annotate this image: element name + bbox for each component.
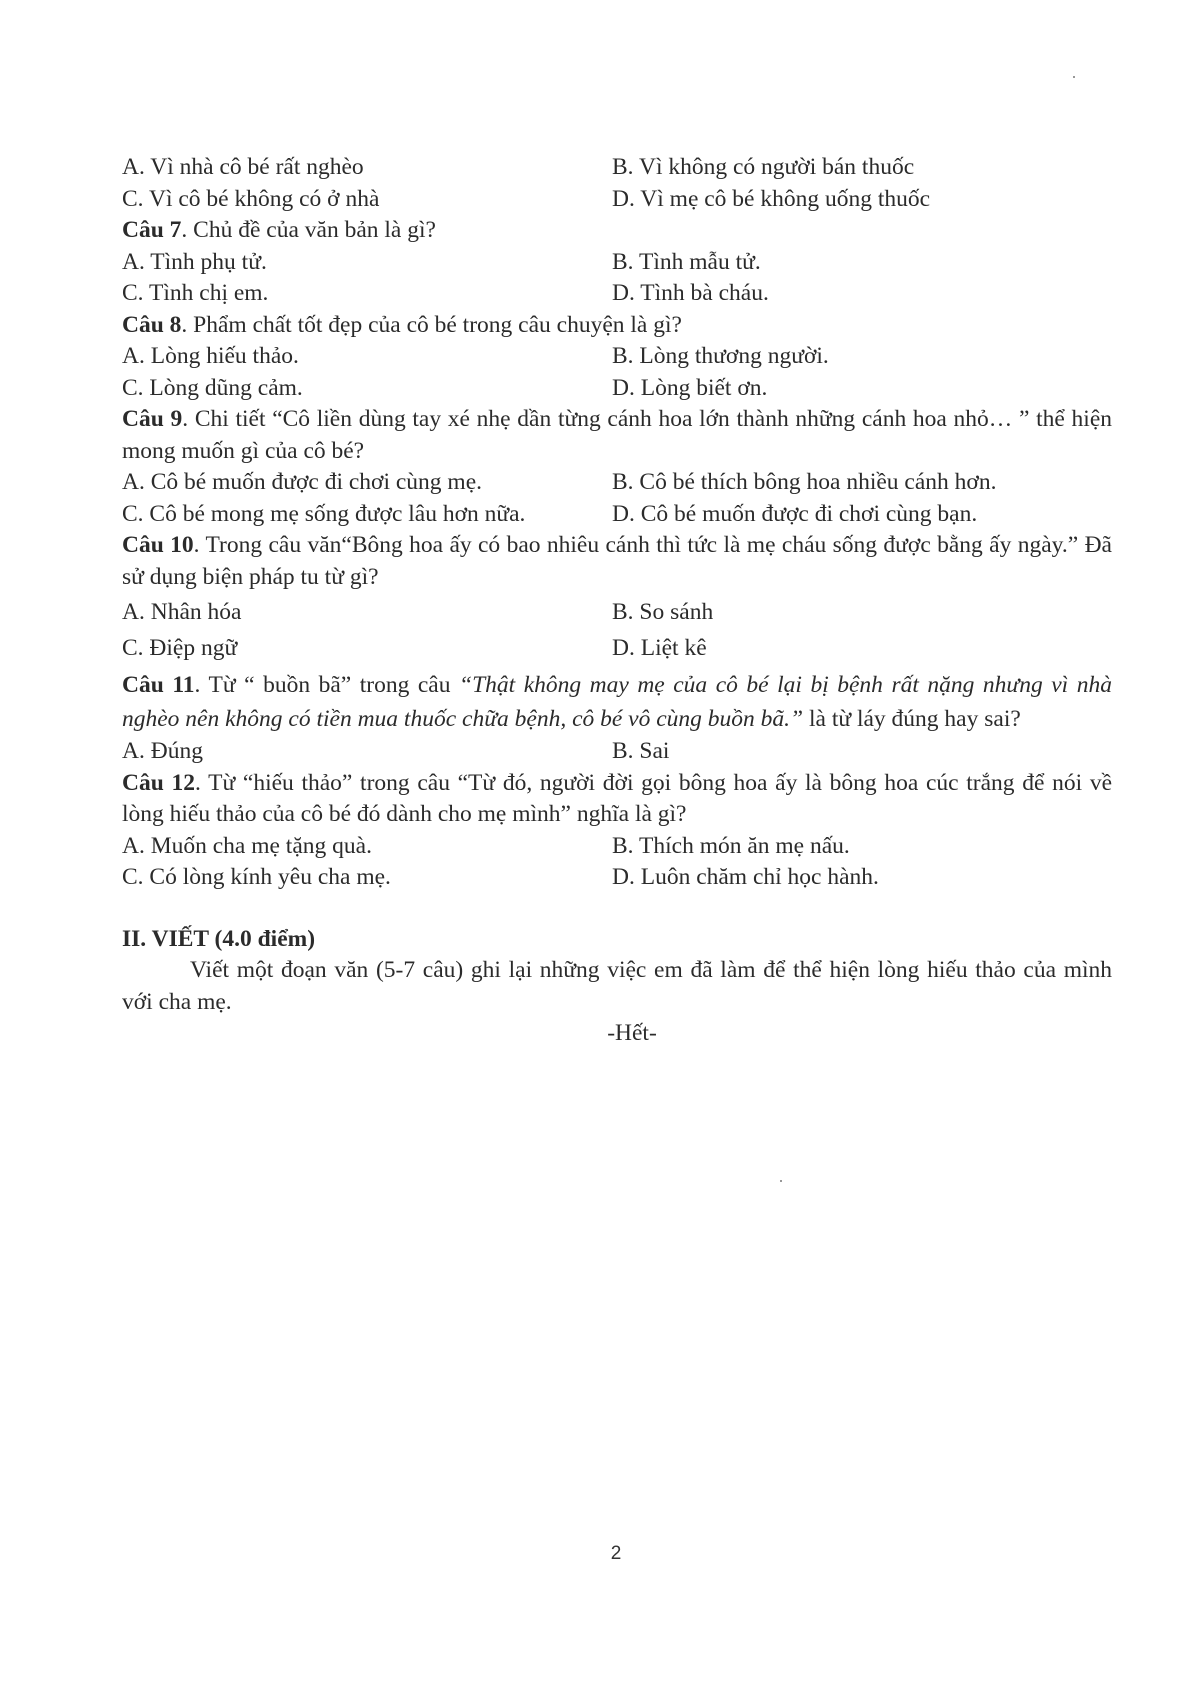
question-12-text: . Từ “hiếu thảo” trong câu “Từ đó, người đời gọi bông hoa ấy là bông hoa cúc trắng để nói về lòng hiếu thảo của cô bé đó dành cho mẹ mình” nghĩa là gì? <box>122 769 1112 827</box>
q11-option-b: B. Sai <box>612 738 670 764</box>
q9-option-a: A. Cô bé muốn được đi chơi cùng mẹ. <box>122 469 483 495</box>
question-11-text-before: . Từ “ buồn bã” trong câu <box>194 672 459 698</box>
question-8-label: Câu 8 <box>122 311 182 338</box>
q8-option-d: D. Lòng biết ơn. <box>612 374 768 401</box>
question-11-text-after: là từ láy đúng hay sai? <box>803 706 1021 732</box>
question-10-text: . Trong câu văn“Bông hoa ấy có bao nhiêu cánh thì tức là mẹ cháu sống được bằng ấy ngày.” Đã sử dụng biện pháp tu từ gì? <box>122 532 1112 590</box>
q7-option-d: D. Tình bà cháu. <box>612 280 769 306</box>
question-12 <box>122 768 1112 831</box>
question-12-label: Câu 12 <box>122 769 195 796</box>
q12-options-row-2 <box>122 862 1112 894</box>
question-7 <box>122 215 1112 247</box>
q10-option-d: D. Liệt kê <box>612 634 707 661</box>
q11-option-a: A. Đúng <box>122 738 203 764</box>
q8-options-row-1 <box>122 341 1112 373</box>
question-10 <box>122 530 1112 593</box>
q8-option-b: B. Lòng thương người. <box>612 343 829 369</box>
q10-options-row-2 <box>122 633 1112 665</box>
q11-options-row-1 <box>122 736 1112 768</box>
q6-option-b: B. Vì không có người bán thuốc <box>612 154 915 180</box>
question-9-label: Câu 9 <box>122 406 183 432</box>
question-11-quote: “Thật không may mẹ của cô bé lại bị bệnh rất nặng nhưng vì nhà nghèo nên không có tiền mua thuốc chữa bệnh, cô bé vô cùng buồn bã.” <box>122 672 1112 732</box>
q7-option-c: C. Tình chị em. <box>122 280 269 306</box>
q6-option-d: D. Vì mẹ cô bé không uống thuốc <box>612 185 931 212</box>
q7-options-row-2 <box>122 278 1112 310</box>
q10-option-c: C. Điệp ngữ <box>122 634 238 661</box>
writing-prompt: Viết một đoạn văn (5-7 câu) ghi lại những việc em đã làm để thể hiện lòng hiếu thảo của mình với cha mẹ. <box>122 957 1112 1015</box>
exam-content <box>122 152 1112 1050</box>
question-8 <box>122 310 1112 342</box>
q6-options-row-1 <box>122 152 1112 184</box>
question-11-label: Câu 11 <box>122 672 195 698</box>
q10-options-row-1 <box>122 597 1112 629</box>
q9-options-row-1 <box>122 467 1112 499</box>
question-8-text: . Phẩm chất tốt đẹp của cô bé trong câu chuyện là gì? <box>181 311 682 338</box>
end-mark: -Hết- <box>607 1020 657 1046</box>
q6-option-a: A. Vì nhà cô bé rất nghèo <box>122 154 364 180</box>
q7-option-a: A. Tình phụ tử. <box>122 248 267 275</box>
question-9 <box>122 404 1112 467</box>
q6-option-c: C. Vì cô bé không có ở nhà <box>122 185 380 212</box>
q10-option-b: B. So sánh <box>612 599 714 625</box>
writing-section-title: II. VIẾT (4.0 điểm) <box>122 925 316 952</box>
question-7-text: . Chủ đề của văn bản là gì? <box>181 217 436 243</box>
q9-option-d: D. Cô bé muốn được đi chơi cùng bạn. <box>612 500 978 527</box>
q8-option-a: A. Lòng hiếu thảo. <box>122 343 299 369</box>
question-9-text: . Chi tiết “Cô liền dùng tay xé nhẹ dần từng cánh hoa lớn thành những cánh hoa nhỏ… ” thể hiện mong muốn gì của cô bé? <box>122 406 1112 464</box>
q8-options-row-2 <box>122 373 1112 405</box>
q9-options-row-2 <box>122 499 1112 531</box>
q12-option-a: A. Muốn cha mẹ tặng quà. <box>122 832 372 859</box>
q7-option-b: B. Tình mẫu tử. <box>612 248 761 275</box>
q10-option-a: A. Nhân hóa <box>122 599 242 625</box>
scan-speck <box>1073 76 1075 78</box>
page-number: 2 <box>610 1543 622 1564</box>
question-10-label: Câu 10 <box>122 532 194 558</box>
q12-options-row-1 <box>122 831 1112 863</box>
scan-speck <box>780 1180 782 1182</box>
q6-options-row-2 <box>122 184 1112 216</box>
q12-option-b: B. Thích món ăn mẹ nấu. <box>612 832 850 859</box>
question-11 <box>122 668 1112 736</box>
question-7-label: Câu 7 <box>122 217 182 243</box>
q8-option-c: C. Lòng dũng cảm. <box>122 374 303 401</box>
q12-option-c: C. Có lòng kính yêu cha mẹ. <box>122 864 391 890</box>
q9-option-b: B. Cô bé thích bông hoa nhiều cánh hơn. <box>612 469 997 495</box>
q9-option-c: C. Cô bé mong mẹ sống được lâu hơn nữa. <box>122 500 526 527</box>
q12-option-d: D. Luôn chăm chỉ học hành. <box>612 864 879 890</box>
q7-options-row-1 <box>122 247 1112 279</box>
